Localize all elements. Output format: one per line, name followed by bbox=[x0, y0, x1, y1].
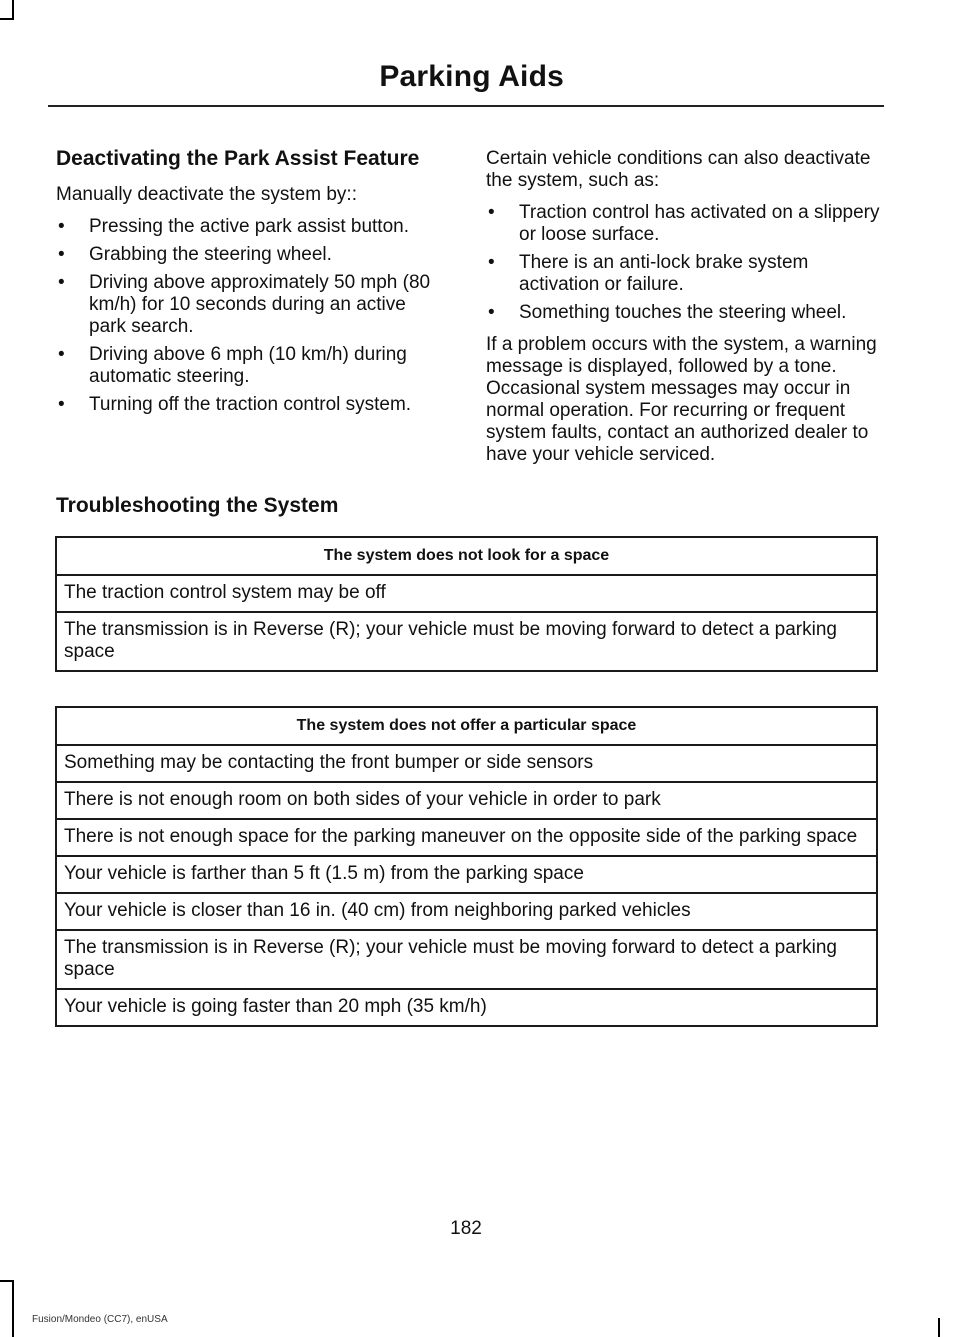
table-row bbox=[56, 989, 877, 1026]
table-cell: Your vehicle is closer than 16 in. (40 cm) from neighboring parked vehicles bbox=[56, 893, 877, 930]
table-row bbox=[56, 575, 877, 612]
right-intro: Certain vehicle conditions can also deactivate the system, such as: bbox=[486, 148, 871, 191]
table-header: The system does not offer a particular space bbox=[56, 707, 877, 745]
list-item: • Grabbing the steering wheel. bbox=[56, 244, 448, 266]
table-cell: There is not enough space for the parking maneuver on the opposite side of the parking space bbox=[56, 819, 877, 856]
list-item: • There is an anti-lock brake system activation or failure. bbox=[486, 252, 880, 296]
right-column bbox=[486, 148, 880, 476]
left-column bbox=[56, 148, 448, 426]
table-cell: Something may be contacting the front bumper or side sensors bbox=[56, 745, 877, 782]
table-cell: There is not enough room on both sides of your vehicle in order to park bbox=[56, 782, 877, 819]
list-item: • Turning off the traction control system. bbox=[56, 394, 448, 416]
crop-mark-bottom-right bbox=[938, 1318, 940, 1337]
table-row bbox=[56, 819, 877, 856]
table-cell: The traction control system may be off bbox=[56, 575, 877, 612]
list-item: • Driving above approximately 50 mph (80 km/h) for 10 seconds during an active park search. bbox=[56, 272, 448, 338]
crop-mark-top-left-h bbox=[0, 18, 14, 20]
table-header: The system does not look for a space bbox=[56, 537, 877, 575]
crop-mark-bottom-left bbox=[12, 1280, 14, 1337]
crop-mark-bottom-left-h bbox=[0, 1280, 14, 1282]
section-heading-deactivating: Deactivating the Park Assist Feature bbox=[56, 147, 420, 170]
table-row bbox=[56, 745, 877, 782]
table-row bbox=[56, 612, 877, 671]
footer-model-text: Fusion/Mondeo (CC7), enUSA bbox=[32, 1314, 168, 1325]
list-item: • Traction control has activated on a slippery or loose surface. bbox=[486, 202, 880, 246]
table-cell: Your vehicle is farther than 5 ft (1.5 m) from the parking space bbox=[56, 856, 877, 893]
table-row bbox=[56, 856, 877, 893]
troubleshooting-table-offer-space bbox=[55, 706, 878, 1027]
problem-paragraph: If a problem occurs with the system, a warning message is displayed, followed by a tone. Occasional system messages may occur in normal operation. For recurring or frequent system faults, contact an authorized dealer to have your vehicle serviced. bbox=[486, 334, 877, 465]
table-row bbox=[56, 930, 877, 989]
table-cell: Your vehicle is going faster than 20 mph (35 km/h) bbox=[56, 989, 877, 1026]
table-row bbox=[56, 893, 877, 930]
list-item: • Driving above 6 mph (10 km/h) during automatic steering. bbox=[56, 344, 448, 388]
table-cell: The transmission is in Reverse (R); your vehicle must be moving forward to detect a parking space bbox=[56, 612, 877, 671]
table-row bbox=[56, 782, 877, 819]
troubleshooting-table-look-for-space bbox=[55, 536, 878, 672]
table-cell: The transmission is in Reverse (R); your vehicle must be moving forward to detect a parking space bbox=[56, 930, 877, 989]
section-heading-troubleshooting: Troubleshooting the System bbox=[56, 494, 339, 517]
crop-mark-top-left bbox=[12, 0, 14, 20]
left-intro: Manually deactivate the system by:: bbox=[56, 184, 357, 205]
list-item: • Something touches the steering wheel. bbox=[486, 302, 880, 324]
page-title: Parking Aids bbox=[379, 60, 564, 93]
deactivate-bullet-list bbox=[56, 216, 448, 416]
page-number: 182 bbox=[450, 1218, 482, 1239]
conditions-bullet-list bbox=[486, 202, 880, 324]
header-divider bbox=[48, 105, 884, 107]
list-item: • Pressing the active park assist button. bbox=[56, 216, 448, 238]
